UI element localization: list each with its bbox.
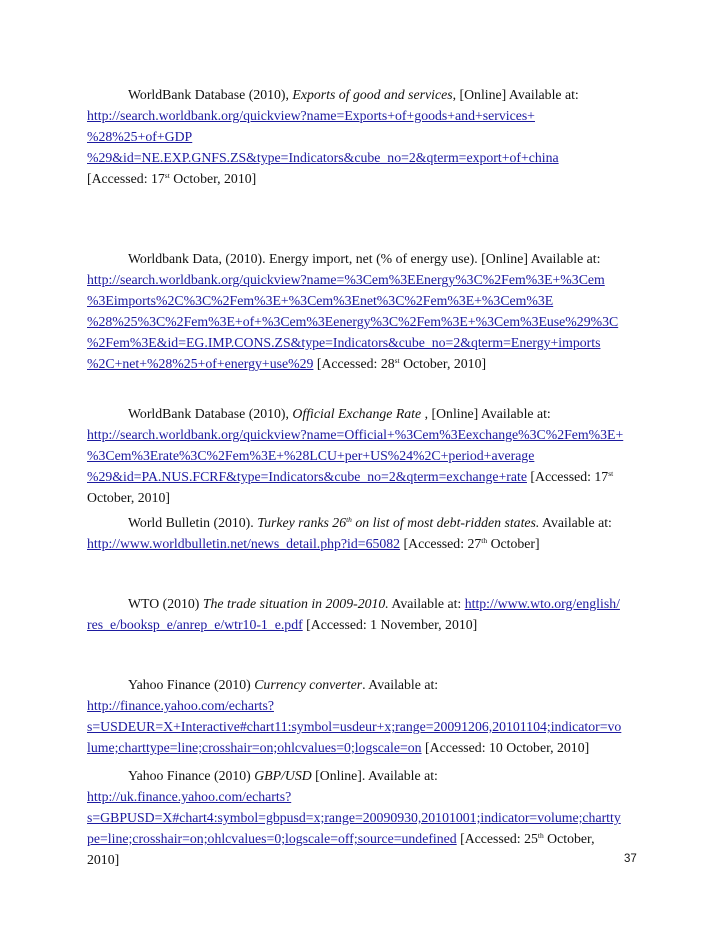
reference-title: Official Exchange Rate <box>292 406 422 421</box>
reference-line: Worldbank Data, (2010). Energy import, net (% of energy use). [Online] Available at: <box>128 251 601 266</box>
reference-line <box>87 828 647 849</box>
reference-link[interactable]: lume;charttype=line;crosshair=on;ohlcvalues=0;logscale=on <box>87 740 422 755</box>
reference-text: [Online]. Available at: <box>311 768 438 783</box>
reference-accessed: October, 2010] <box>87 490 170 505</box>
reference-wto <box>87 593 647 635</box>
reference-title: GBP/USD <box>254 768 312 783</box>
reference-intro: Yahoo Finance (2010) <box>128 768 255 783</box>
accessed-text: [Accessed: 25 <box>456 831 538 846</box>
reference-link[interactable]: http://finance.yahoo.com/echarts? <box>87 698 274 713</box>
reference-intro: WTO (2010) <box>128 596 203 611</box>
accessed-text: [Accessed: 10 October, 2010] <box>421 740 590 755</box>
reference-link[interactable]: http://www.worldbulletin.net/news_detail.php?id=65082 <box>87 536 401 551</box>
ordinal-suffix: st <box>394 356 400 365</box>
reference-link[interactable]: http://www.wto.org/english/ <box>464 596 620 611</box>
reference-intro: WorldBank Database (2010), <box>128 406 293 421</box>
page-number: 37 <box>624 853 637 865</box>
reference-title: Currency converter <box>254 677 363 692</box>
reference-line <box>87 353 647 374</box>
ordinal-suffix: th <box>481 536 488 545</box>
reference-world-bulletin <box>87 512 647 554</box>
reference-link[interactable]: s=USDEUR=X+Interactive#chart11:symbol=usdeur+x;range=20091206,20101104;indicator=vo <box>87 719 622 734</box>
reference-title: The trade situation in 2009-2010. <box>202 596 389 611</box>
reference-intro: World Bulletin (2010). <box>128 515 258 530</box>
reference-text: , [Online] Available at: <box>452 87 579 102</box>
reference-line <box>87 84 647 105</box>
reference-text: . Available at: <box>362 677 439 692</box>
reference-link[interactable]: pe=line;crosshair=on;ohlcvalues=0;logscale=off;source=undefined <box>87 831 457 846</box>
reference-line <box>87 737 647 758</box>
reference-link[interactable]: %2Fem%3E&id=EG.IMP.CONS.ZS&type=Indicators&cube_no=2&qterm=Energy+imports <box>87 335 601 350</box>
reference-intro: Yahoo Finance (2010) <box>128 677 255 692</box>
reference-link[interactable]: %2C+net+%28%25+of+energy+use%29 <box>87 356 314 371</box>
reference-link[interactable]: %29&id=PA.NUS.FCRF&type=Indicators&cube_no=2&qterm=exchange+rate <box>87 469 527 484</box>
title-text: on list of most debt-ridden states. <box>351 515 540 530</box>
accessed-text: [Accessed: 1 November, 2010] <box>302 617 478 632</box>
reference-text: Available at: <box>388 596 465 611</box>
reference-worldbank-exchange <box>87 403 647 508</box>
accessed-text: October, <box>543 831 595 846</box>
reference-title <box>257 515 539 530</box>
reference-link[interactable]: %29&id=NE.EXP.GNFS.ZS&type=Indicators&cube_no=2&qterm=export+of+china <box>87 150 559 165</box>
reference-line <box>87 403 647 424</box>
reference-link[interactable]: http://search.worldbank.org/quickview?name=%3Cem%3EEnergy%3C%2Fem%3E+%3Cem <box>87 272 605 287</box>
accessed-text: [Accessed: 17 <box>526 469 609 484</box>
accessed-text: October, 2010] <box>169 171 257 186</box>
accessed-text: [Accessed: 17 <box>87 171 165 186</box>
reference-line <box>87 674 647 695</box>
reference-link[interactable]: http://uk.finance.yahoo.com/echarts? <box>87 789 292 804</box>
reference-link[interactable]: %3Eimports%2C%3C%2Fem%3E+%3Cem%3Enet%3C%2Fem%3E+%3Cem%3E <box>87 293 554 308</box>
reference-line <box>87 466 647 487</box>
reference-line <box>87 614 647 635</box>
reference-worldbank-exports <box>87 84 647 189</box>
reference-line <box>87 765 647 786</box>
reference-link[interactable]: %28%25%3C%2Fem%3E+of+%3Cem%3Eenergy%3C%2Fem%3E+%3Cem%3Euse%29%3C <box>87 314 619 329</box>
title-text: Turkey ranks 26 <box>257 515 347 530</box>
reference-text: , [Online] Available at: <box>421 406 551 421</box>
reference-link[interactable]: %3Cem%3Erate%3C%2Fem%3E+%28LCU+per+US%24%2C+period+average <box>87 448 535 463</box>
reference-accessed: 2010] <box>87 852 120 867</box>
accessed-text: [Accessed: 27 <box>400 536 482 551</box>
reference-yahoo-currency <box>87 674 647 758</box>
accessed-text: [Accessed: 28 <box>313 356 395 371</box>
ordinal-suffix: th <box>346 515 352 524</box>
reference-text: Available at: <box>539 515 612 530</box>
accessed-text: October] <box>487 536 540 551</box>
reference-intro: WorldBank Database (2010), <box>128 87 293 102</box>
reference-link[interactable]: s=GBPUSD=X#chart4:symbol=gbpusd=x;range=20090930,20101001;indicator=volume;chartty <box>87 810 621 825</box>
ordinal-suffix: th <box>537 831 544 840</box>
reference-link[interactable]: %28%25+of+GDP <box>87 129 193 144</box>
reference-line <box>87 593 647 614</box>
accessed-text: October, 2010] <box>399 356 487 371</box>
ordinal-suffix: st <box>608 469 614 478</box>
reference-worldbank-energy <box>87 248 647 374</box>
reference-link[interactable]: http://search.worldbank.org/quickview?name=Official+%3Cem%3Eexchange%3C%2Fem%3E+ <box>87 427 624 442</box>
reference-accessed <box>87 168 647 189</box>
reference-link[interactable]: res_e/booksp_e/anrep_e/wtr10-1_e.pdf <box>87 617 303 632</box>
ordinal-suffix: st <box>164 171 170 180</box>
reference-line <box>87 533 647 554</box>
reference-line <box>87 512 647 533</box>
reference-link[interactable]: http://search.worldbank.org/quickview?name=Exports+of+goods+and+services+ <box>87 108 535 123</box>
reference-title: Exports of good and services <box>292 87 453 102</box>
reference-yahoo-gbpusd <box>87 765 647 870</box>
